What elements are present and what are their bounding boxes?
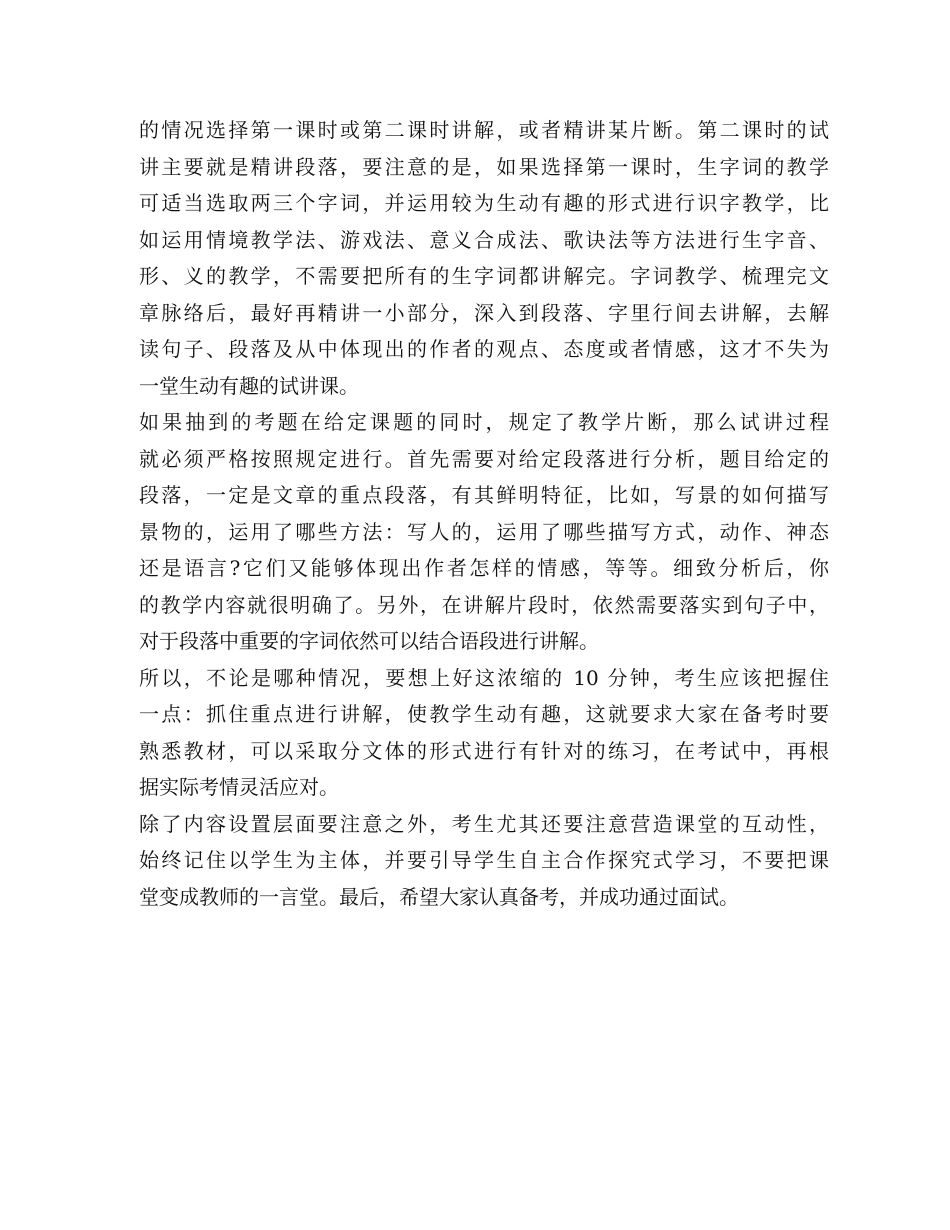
text-line: 始终记住以学生为主体，并要引导学生自主合作探究式学习，不要把课 xyxy=(139,848,829,872)
text-line: 所以，不论是哪种情况，要想上好这浓缩的 10 分钟，考生应该把握住 xyxy=(139,665,829,690)
text-line: 可适当选取两三个字词，并运用较为生动有趣的形式进行识字教学，比 xyxy=(139,191,829,215)
text-line: 堂变成教师的一言堂。最后，希望大家认真备考，并成功通过面试。 xyxy=(139,884,739,909)
text-line: 据实际考情灵活应对。 xyxy=(139,775,339,799)
article-body xyxy=(139,112,829,915)
text-line: 如运用情境教学法、游戏法、意义合成法、歌诀法等方法进行生字音、 xyxy=(139,227,829,252)
text-line: 的教学内容就很明确了。另外，在讲解片段时，依然需要落实到句子中， xyxy=(139,592,829,617)
text-line: 就必须严格按照规定进行。首先需要对给定段落进行分析，题目给定的 xyxy=(139,446,829,471)
text-line: 章脉络后，最好再精讲一小部分，深入到段落、字里行间去讲解，去解 xyxy=(139,300,829,325)
text-line: 形、义的教学，不需要把所有的生字词都讲解完。字词教学、梳理完文 xyxy=(139,264,829,288)
text-line: 如果抽到的考题在给定课题的同时，规定了教学片断，那么试讲过程 xyxy=(139,410,829,434)
text-line: 一堂生动有趣的试讲课。 xyxy=(139,373,359,398)
text-line: 熟悉教材，可以采取分文体的形式进行有针对的练习，在考试中，再根 xyxy=(139,738,829,763)
text-line: 还是语言?它们又能够体现出作者怎样的情感，等等。细致分析后，你 xyxy=(139,556,829,580)
text-line: 景物的，运用了哪些方法：写人的，运用了哪些描写方式，动作、神态 xyxy=(139,519,829,544)
text-line: 对于段落中重要的字词依然可以结合语段进行讲解。 xyxy=(139,629,599,653)
text-line: 讲主要就是精讲段落，要注意的是，如果选择第一课时，生字词的教学 xyxy=(139,154,829,179)
text-line: 一点：抓住重点进行讲解，使教学生动有趣，这就要求大家在备考时要 xyxy=(139,702,829,726)
text-line: 除了内容设置层面要注意之外，考生尤其还要注意营造课堂的互动性， xyxy=(139,811,829,836)
text-line: 读句子、段落及从中体现出的作者的观点、态度或者情感，这才不失为 xyxy=(139,337,829,361)
text-line: 段落，一定是文章的重点段落，有其鲜明特征，比如，写景的如何描写 xyxy=(139,483,829,507)
text-line: 的情况选择第一课时或第二课时讲解，或者精讲某片断。第二课时的试 xyxy=(139,118,829,142)
